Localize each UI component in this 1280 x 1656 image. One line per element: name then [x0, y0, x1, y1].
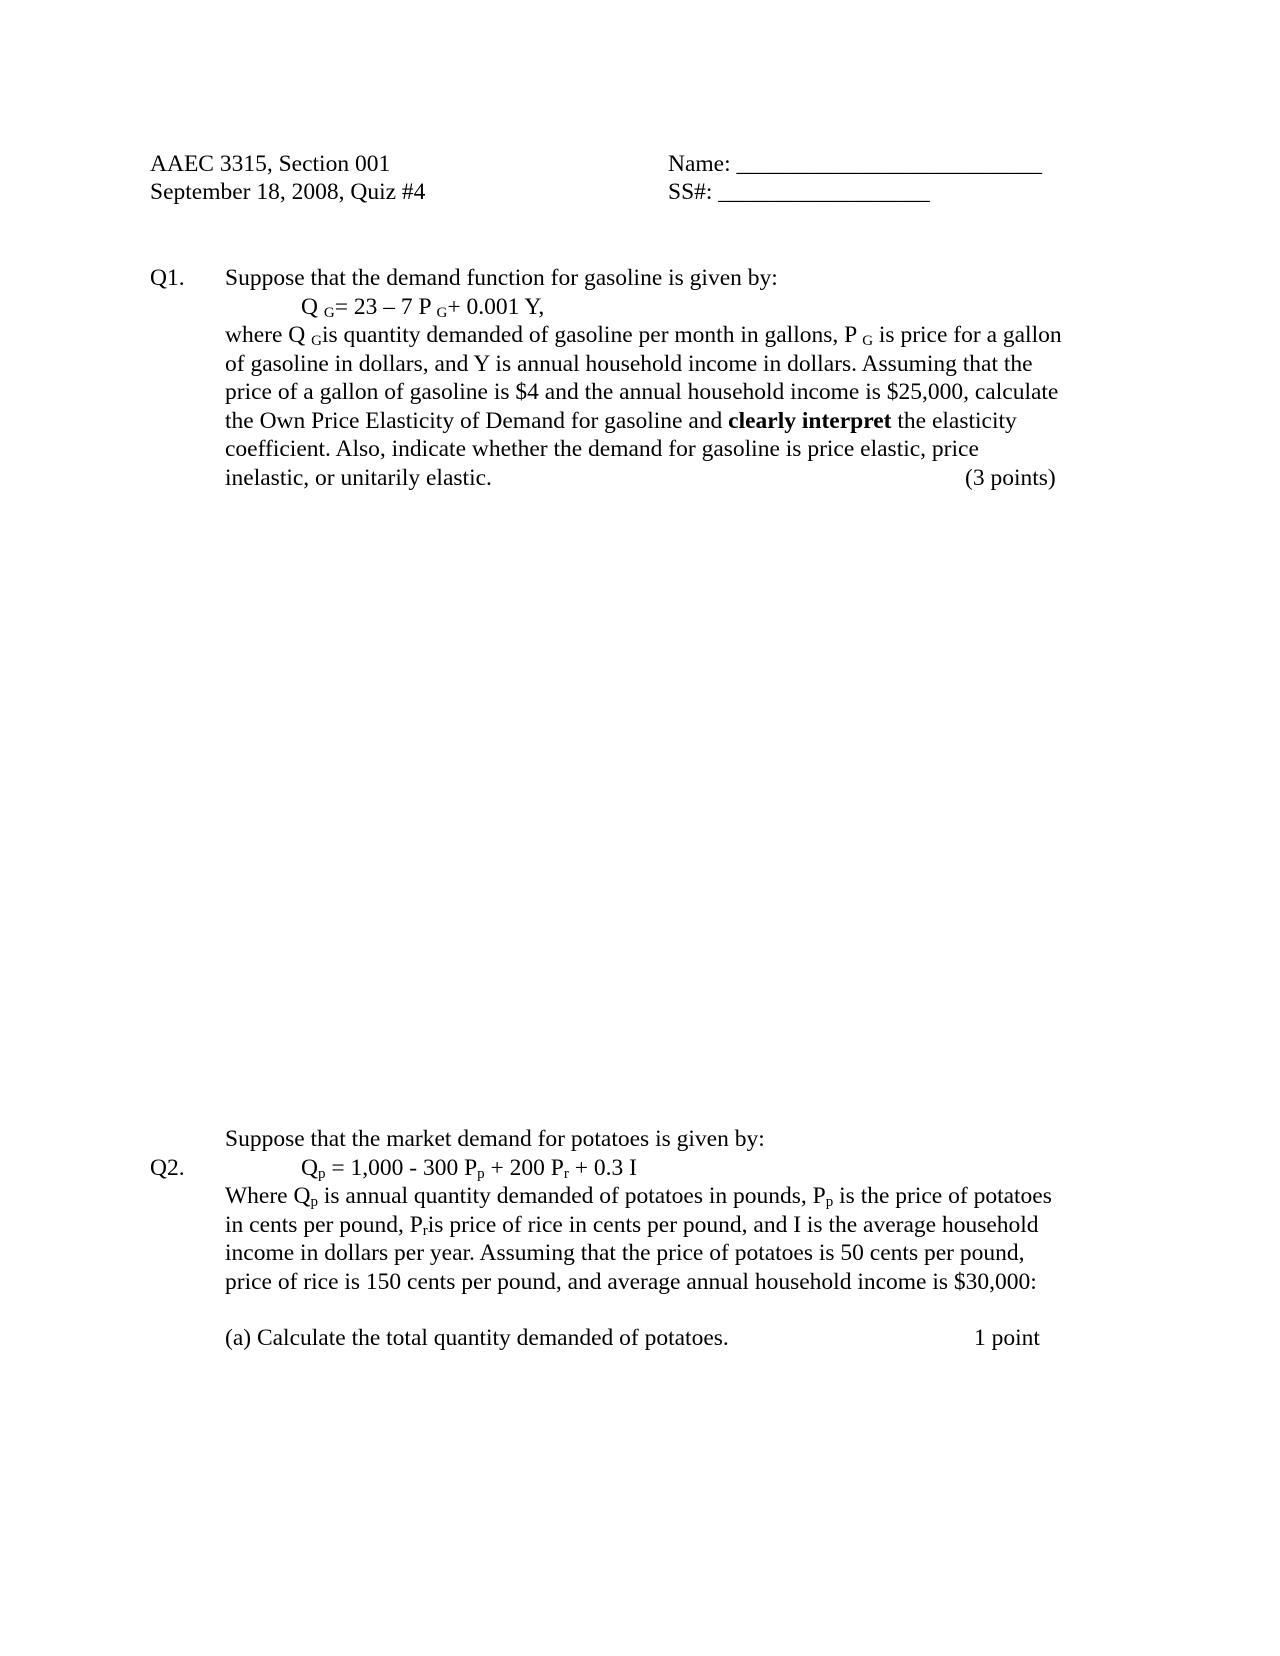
question-2-line-4: price of rice is 150 cents per pound, and average annual household income is $30,000:	[225, 1268, 1037, 1295]
question-1-line-4: the Own Price Elasticity of Demand for gasoline and clearly interpret the elasticity	[225, 407, 1017, 434]
quiz-date: September 18, 2008, Quiz #4	[150, 179, 426, 205]
question-1-intro: Suppose that the demand function for gasoline is given by:	[225, 265, 778, 291]
question-2-body	[225, 1125, 1125, 1353]
course-title: AAEC 3315, Section 001	[150, 151, 391, 177]
question-2-part-a: (a) Calculate the total quantity demanded of potatoes. 1 point	[225, 1325, 1040, 1351]
question-2-equation: $Q_p = 1,000 - 300$ $P_p + 200$ $P_r + 0.3$ I	[301, 1154, 637, 1182]
name-field-label: Name: __________________________	[668, 151, 1043, 177]
question-1-line-5: coefficient. Also, indicate whether the demand for gasoline is price elastic, price	[225, 436, 979, 462]
question-1-points: (3 points)	[965, 464, 1056, 491]
ss-field-label: SS#: __________________	[668, 179, 930, 205]
question-1-line-3: price of a gallon of gasoline is $4 and the annual household income is $25,000, calculate	[225, 379, 1059, 405]
question-2-line-2: in cents per pound, $P_ris$ price of rice in cents per pound, and I is the average household	[225, 1211, 1039, 1239]
question-2-number: Q2.	[150, 1154, 185, 1181]
question-1-line-1: where Q $_G$is quantity demanded of gasoline per month in gallons, P $_G$ is price for a gallon	[225, 322, 1062, 349]
question-1-number: Q1.	[150, 265, 185, 291]
question-1-equation: Q $_G$= 23 – 7 P $_G$+ 0.001 Y,	[301, 293, 545, 321]
question-2-intro: Suppose that the market demand for potatoes is given by:	[225, 1126, 765, 1152]
question-1-line-6: inelastic, or unitarily elastic. (3 points)	[225, 464, 1056, 491]
question-1-line-2: of gasoline in dollars, and Y is annual household income in dollars. Assuming that the	[225, 350, 1033, 377]
question-2-part-a-points: 1 point	[974, 1325, 1040, 1351]
question-2-line-1: Where $Q_p$ is annual quantity demanded of potatoes in pounds, $P_p$ is the price of potatoes	[225, 1183, 1052, 1210]
question-1-body	[225, 264, 1125, 492]
question-2-line-3: income in dollars per year. Assuming that the price of potatoes is 50 cents per pound,	[225, 1240, 1025, 1266]
